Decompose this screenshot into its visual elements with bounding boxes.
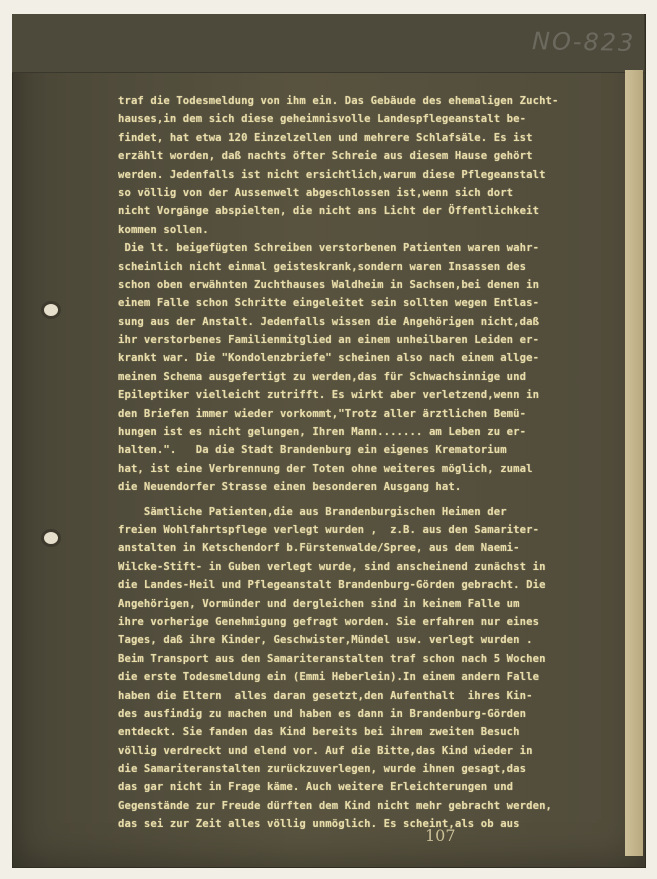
text-line: nicht Vorgänge abspielten, die nicht ans Licht der Öffentlichkeit xyxy=(118,205,540,218)
text-line: die Landes-Heil und Pflegeanstalt Brandenburg-Görden gebracht. Die xyxy=(118,579,546,592)
text-line: kommen sollen. xyxy=(118,223,209,236)
page-number: 107 xyxy=(425,826,456,845)
text-line: Gegenstände zur Freude dürften dem Kind nicht mehr gebracht werden, xyxy=(118,799,553,812)
typewritten-body xyxy=(118,92,626,834)
underlying-page-edge xyxy=(625,70,643,856)
text-line: findet, hat etwa 120 Einzelzellen und mehrere Schlafsäle. Es ist xyxy=(118,131,533,144)
text-line: die Samariteranstalten zurückzuverlegen, wurde ihnen gesagt,das xyxy=(118,763,527,776)
text-line: meinen Schema ausgefertigt zu werden,das für Schwachsinnige und xyxy=(118,370,527,383)
text-line: entdeckt. Sie fanden das Kind bereits bei ihrem zweiten Besuch xyxy=(118,726,520,739)
text-line: so völlig von der Aussenwelt abgeschlossen ist,wenn sich dort xyxy=(118,186,514,199)
punch-hole-icon xyxy=(44,304,58,316)
text-line: das gar nicht in Frage käme. Auch weitere Erleichterungen und xyxy=(118,781,514,794)
text-line: einem Falle schon Schritte eingeleitet sein sollten wegen Entlas- xyxy=(118,297,540,310)
text-line: Die lt. beigefügten Schreiben verstorbenen Patienten waren wahr- xyxy=(118,242,540,255)
paragraph xyxy=(118,239,626,496)
text-line: Tages, daß ihre Kinder, Geschwister,Mündel usw. verlegt wurden . xyxy=(118,634,533,647)
paragraph xyxy=(118,92,626,239)
text-line: krankt war. Die "Kondolenzbriefe" scheinen also nach einem allge- xyxy=(118,352,540,365)
text-line: ihr verstorbenes Familienmitglied an einem unheilbaren Leiden er- xyxy=(118,334,540,347)
punch-hole-icon xyxy=(44,532,58,544)
text-line: anstalten in Ketschendorf b.Fürstenwalde/Spree, aus dem Naemi- xyxy=(118,542,520,555)
text-line: sung aus der Anstalt. Jedenfalls wissen die Angehörigen nicht,daß xyxy=(118,315,540,328)
text-line: die Neuendorfer Strasse einen besonderen Ausgang hat. xyxy=(118,481,462,494)
text-line: die erste Todesmeldung ein (Emmi Heberlein).In einem andern Falle xyxy=(118,671,540,684)
text-line: werden. Jedenfalls ist nicht ersichtlich,warum diese Pflegeanstalt xyxy=(118,168,546,181)
text-line: des ausfindig zu machen und haben es dann in Brandenburg-Görden xyxy=(118,707,527,720)
text-line: hungen ist es nicht gelungen, Ihren Mann....... am Leben zu er- xyxy=(118,426,527,439)
text-line: Sämtliche Patienten,die aus Brandenburgischen Heimen der xyxy=(118,505,507,518)
text-line: scheinlich nicht einmal geisteskrank,sondern waren Insassen des xyxy=(118,260,527,273)
text-line: erzählt worden, daß nachts öfter Schreie aus diesem Hause gehört xyxy=(118,150,533,163)
paragraph xyxy=(118,503,626,834)
text-line: Angehörigen, Vormünder und dergleichen sind in keinem Falle um xyxy=(118,597,520,610)
text-line: hauses,in dem sich diese geheimnisvolle Landespflegeanstalt be- xyxy=(118,113,527,126)
text-line: Wilcke-Stift- in Guben verlegt wurde, sind anscheinend zunächst in xyxy=(118,560,546,573)
text-line: Epileptiker vielleicht zutrifft. Es wirkt aber verletzend,wenn in xyxy=(118,389,540,402)
text-line: hat, ist eine Verbrennung der Toten ohne weiteres möglich, zumal xyxy=(118,462,533,475)
text-line: den Briefen immer wieder vorkommt,"Trotz aller ärztlichen Bemü- xyxy=(118,407,527,420)
text-line: ihre vorherige Genehmigung gefragt worden. Sie erfahren nur eines xyxy=(118,615,540,628)
text-line: Beim Transport aus den Samariteranstalten traf schon nach 5 Wochen xyxy=(118,652,546,665)
text-line: schon oben erwähnten Zuchthauses Waldheim in Sachsen,bei denen in xyxy=(118,278,540,291)
text-line: völlig verdreckt und elend vor. Auf die Bitte,das Kind wieder in xyxy=(118,744,533,757)
text-line: freien Wohlfahrtspflege verlegt wurden , z.B. aus den Samariter- xyxy=(118,523,540,536)
text-line: halten.". Da die Stadt Brandenburg ein eigenes Krematorium xyxy=(118,444,507,457)
text-line: traf die Todesmeldung von ihm ein. Das Gebäude des ehemaligen Zucht- xyxy=(118,95,559,107)
document-number: NO-823 xyxy=(531,27,636,57)
text-line: haben die Eltern alles daran gesetzt,den Aufenthalt ihres Kin- xyxy=(118,689,533,702)
text-line: das sei zur Zeit alles völlig unmöglich. Es scheint,als ob aus xyxy=(118,818,520,831)
